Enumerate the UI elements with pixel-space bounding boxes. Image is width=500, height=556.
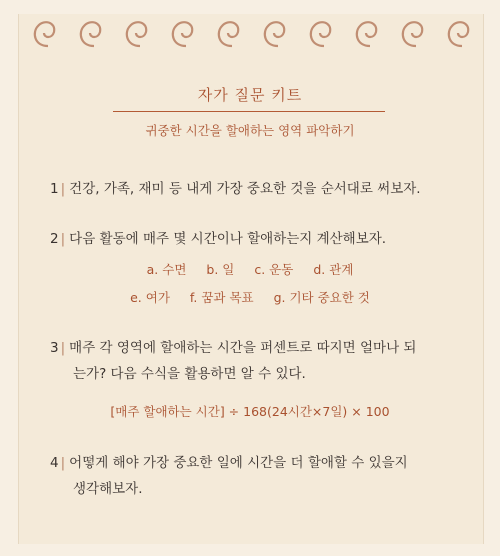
question-text-line-2: 는가? 다음 수식을 활용하면 알 수 있다. [73, 366, 306, 382]
option-dreams-goals: f. 꿈과 목표 [189, 290, 254, 305]
question-text-line-1: 매주 각 영역에 할애하는 시간을 퍼센트로 따지면 얼마나 되 [69, 340, 417, 356]
question-1 [50, 176, 466, 202]
option-exercise: c. 운동 [254, 262, 294, 277]
page-subtitle: 귀중한 시간을 할애하는 영역 파악하기 [145, 123, 355, 138]
option-leisure: e. 여가 [130, 290, 170, 305]
spiral-ring [26, 6, 62, 58]
spiral-ring [72, 6, 108, 58]
question-2 [50, 226, 466, 252]
activity-options-row-2 [0, 284, 500, 312]
option-sleep: a. 수면 [146, 262, 187, 277]
spiral-ring [440, 6, 476, 58]
question-separator: | [60, 181, 66, 197]
question-number: 4 [50, 455, 59, 471]
question-text: 다음 활동에 매주 몇 시간이나 할애하는지 계산해보자. [69, 231, 387, 247]
question-3 [50, 335, 466, 387]
question-number: 3 [50, 340, 59, 356]
question-separator: | [60, 340, 66, 356]
page-title: 자가 질문 키트 [197, 86, 303, 104]
spiral-ring [164, 6, 200, 58]
option-work: b. 일 [206, 262, 235, 277]
question-text: 건강, 가족, 재미 등 내게 가장 중요한 것을 순서대로 써보자. [69, 181, 421, 197]
activity-options-row-1 [0, 256, 500, 284]
question-text-line-1: 어떻게 해야 가장 중요한 일에 시간을 더 할애할 수 있을지 [69, 455, 408, 471]
question-number: 2 [50, 231, 59, 247]
spiral-ring [210, 6, 246, 58]
spiral-binding [0, 6, 500, 66]
question-4 [50, 450, 466, 502]
title-divider [113, 111, 385, 112]
option-relationships: d. 관계 [313, 262, 354, 277]
question-separator: | [60, 231, 66, 247]
spiral-ring [302, 6, 338, 58]
spiral-ring [394, 6, 430, 58]
option-other: g. 기타 중요한 것 [273, 290, 370, 305]
spiral-ring [348, 6, 384, 58]
spiral-ring [256, 6, 292, 58]
question-number: 1 [50, 181, 59, 197]
spiral-ring [118, 6, 154, 58]
question-separator: | [60, 455, 66, 471]
question-text-line-2: 생각해보자. [73, 481, 143, 497]
percentage-formula: [매주 할애하는 시간] ÷ 168(24시간×7일) × 100 [110, 404, 390, 419]
